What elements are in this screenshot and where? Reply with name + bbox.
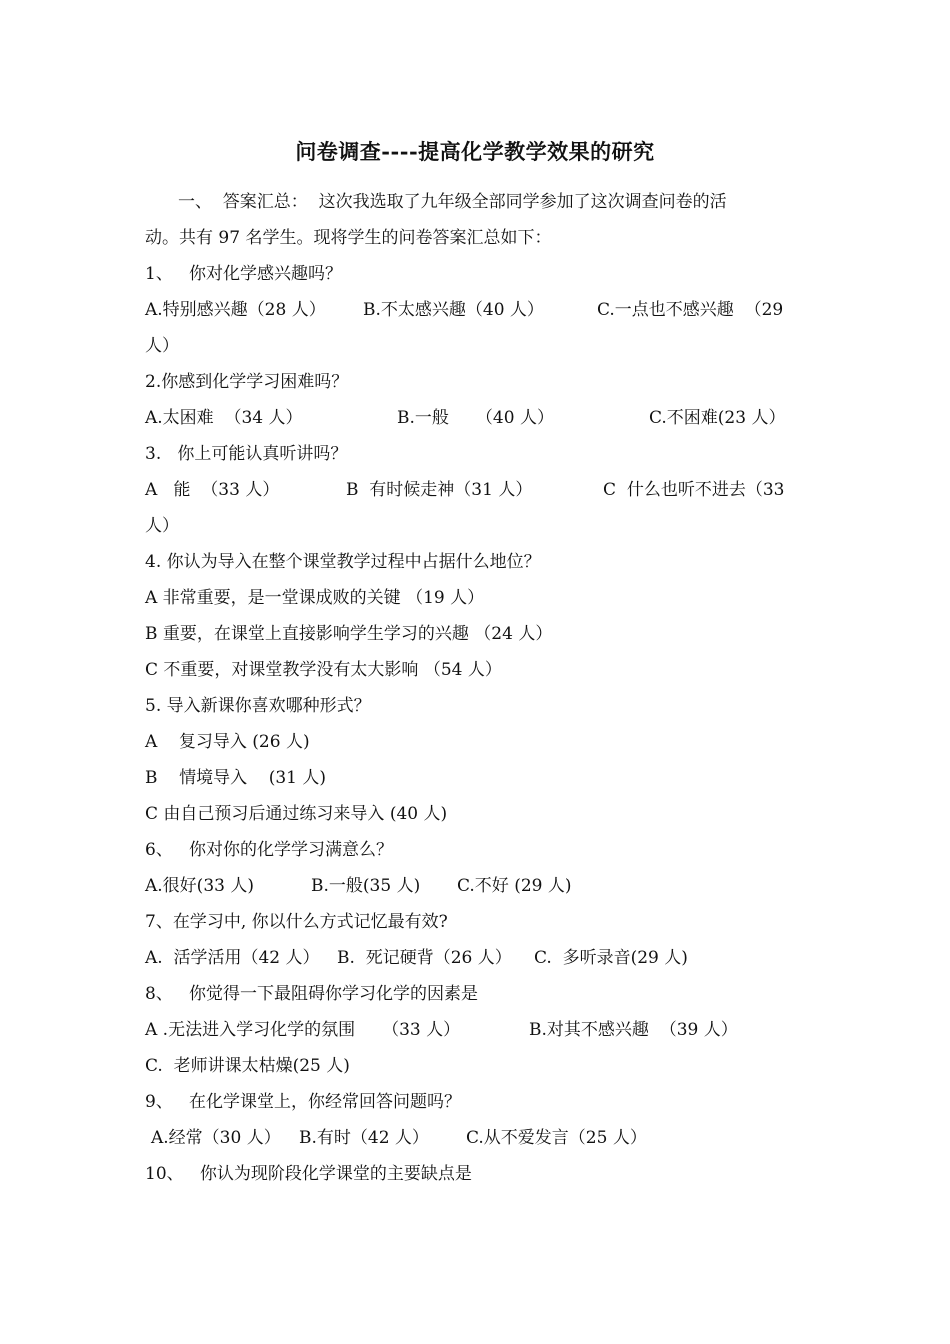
question-3-option-a: A 能 （33 人） bbox=[145, 480, 280, 500]
question-8-option-c: C. 老师讲课太枯燥(25 人) bbox=[145, 1056, 350, 1076]
question-3-option-c-continued: 人） bbox=[145, 516, 179, 536]
question-9-option-b: B.有时（42 人） bbox=[299, 1128, 429, 1148]
question-3: 3. 你上可能认真听讲吗？ bbox=[145, 444, 348, 464]
question-7-option-b: B. 死记硬背（26 人） bbox=[337, 948, 512, 968]
question-4-option-a: A 非常重要，是一堂课成败的关键 （19 人） bbox=[145, 588, 485, 608]
question-3-option-c: C 什么也听不进去（33 bbox=[603, 480, 785, 500]
question-5-option-c: C 由自己预习后通过练习来导入 (40 人) bbox=[145, 804, 448, 824]
question-8: 8、 你觉得一下最阻碍你学习化学的因素是 bbox=[145, 984, 479, 1004]
question-1-option-c: C.一点也不感兴趣 （29 bbox=[597, 300, 784, 320]
question-3-options bbox=[145, 478, 810, 598]
question-6-option-a: A.很好(33 人) bbox=[145, 876, 254, 896]
question-1: 1、 你对化学感兴趣吗？ bbox=[145, 264, 343, 284]
question-3-option-b: B 有时候走神（31 人） bbox=[346, 480, 533, 500]
question-4-option-b: B 重要，在课堂上直接影响学生学习的兴趣 （24 人） bbox=[145, 624, 553, 644]
question-5-option-b: B 情境导入 (31 人) bbox=[145, 768, 327, 788]
question-10: 10、 你认为现阶段化学课堂的主要缺点是 bbox=[145, 1164, 472, 1184]
question-1-option-a: A.特别感兴趣（28 人） bbox=[145, 300, 326, 320]
intro-line-1: 一、 答案汇总： 这次我选取了九年级全部同学参加了这次调查问卷的活 bbox=[178, 192, 727, 212]
question-7-option-a: A. 活学活用（42 人） bbox=[145, 948, 320, 968]
question-2-option-c: C.不困难(23 人） bbox=[649, 408, 786, 428]
question-9-option-c: C.从不爱发言（25 人） bbox=[466, 1128, 647, 1148]
question-5-option-a: A 复习导入 (26 人) bbox=[145, 732, 310, 752]
question-5: 5. 导入新课你喜欢哪种形式？ bbox=[145, 696, 371, 716]
question-8-option-b: B.对其不感兴趣 （39 人） bbox=[529, 1020, 738, 1040]
question-6-option-c: C.不好 (29 人) bbox=[457, 876, 572, 896]
question-1-option-b: B.不太感兴趣（40 人） bbox=[363, 300, 544, 320]
question-2: 2.你感到化学学习困难吗？ bbox=[145, 372, 349, 392]
question-7-option-c: C. 多听录音(29 人) bbox=[534, 948, 688, 968]
question-8-option-a: A .无法进入学习化学的氛围 （33 人） bbox=[145, 1020, 461, 1040]
question-4: 4. 你认为导入在整个课堂教学过程中占据什么地位？ bbox=[145, 552, 541, 572]
question-7: 7、在学习中, 你以什么方式记忆最有效? bbox=[145, 912, 448, 932]
question-6: 6、 你对你的化学学习满意么？ bbox=[145, 840, 394, 860]
question-9: 9、 在化学课堂上，你经常回答问题吗？ bbox=[145, 1092, 462, 1112]
question-2-option-a: A.太困难 （34 人） bbox=[145, 408, 303, 428]
question-4-option-c: C 不重要，对课堂教学没有太大影响 （54 人） bbox=[145, 660, 502, 680]
question-9-options bbox=[145, 1126, 810, 1246]
question-6-option-b: B.一般(35 人) bbox=[311, 876, 421, 896]
question-1-option-c-continued: 人） bbox=[145, 336, 179, 356]
question-2-option-b: B.一般 （40 人） bbox=[397, 408, 554, 428]
intro-line-2: 动。共有 97 名学生。现将学生的问卷答案汇总如下： bbox=[145, 228, 552, 248]
question-9-option-a: A.经常（30 人） bbox=[151, 1128, 281, 1148]
page-title: 问卷调查----提高化学教学效果的研究 bbox=[295, 139, 655, 164]
question-1-options bbox=[145, 298, 810, 418]
